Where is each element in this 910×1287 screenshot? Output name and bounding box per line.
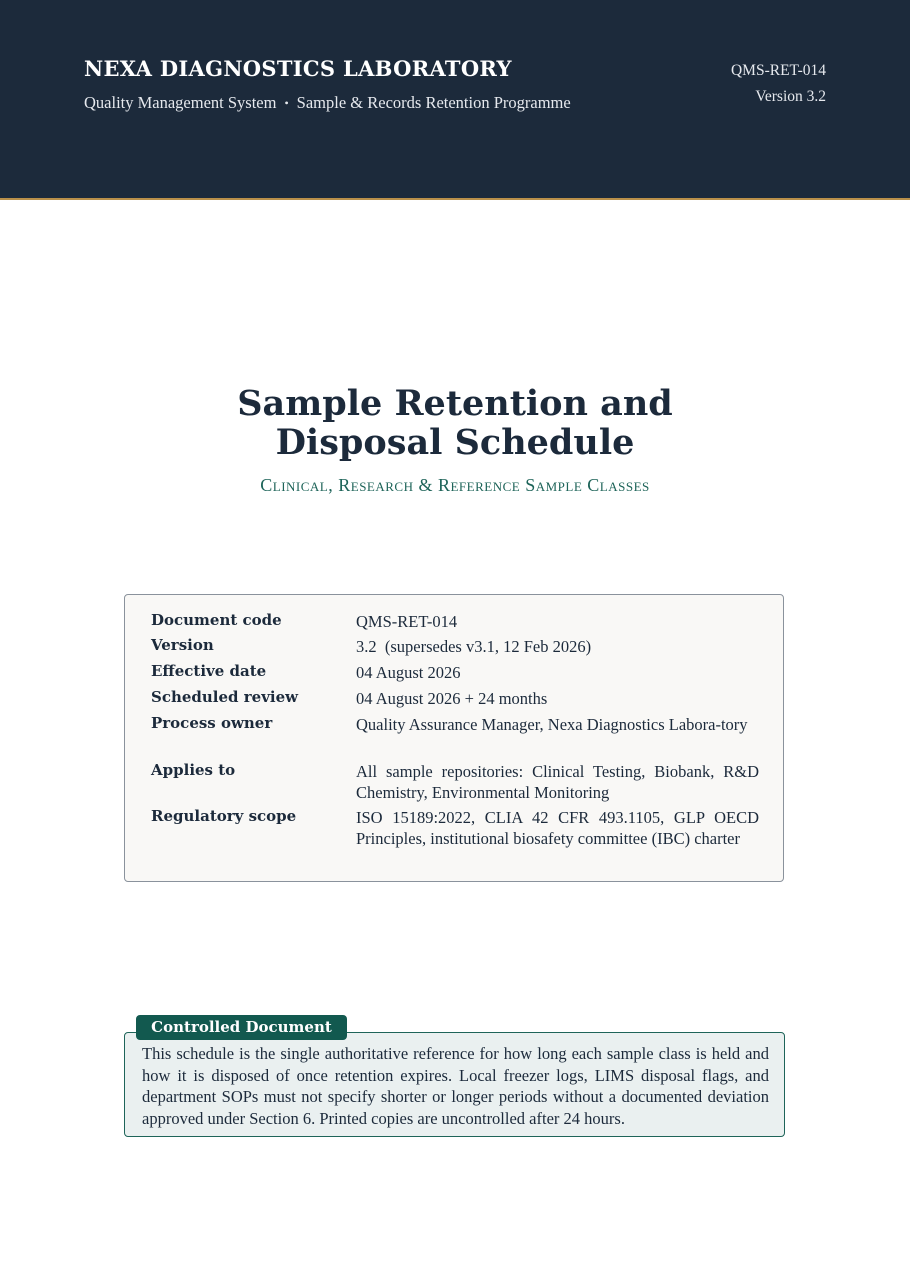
metadata-value: 04 August 2026 + 24 months (356, 689, 548, 708)
header-subtitle (84, 93, 571, 113)
metadata-label: Applies to (151, 761, 236, 779)
metadata-label: Effective date (151, 662, 267, 680)
page-title (0, 384, 910, 462)
metadata-label: Scheduled review (151, 688, 299, 706)
header-version: Version 3.2 (755, 88, 826, 105)
header-subtitle-left: Quality Management System (84, 93, 277, 112)
controlled-document-text: This schedule is the single authoritative reference for how long each sample class is held and how it is disposed of once retention expires. Local freezer logs, LIMS disposal flags, and department SOPs must not specify shorter or longer periods without a documented deviation approved under Section 6. Printed copies are uncontrolled after 24 hours. (142, 1044, 769, 1128)
metadata-value: Quality Assurance Manager, Nexa Diagnostics Labora-tory (356, 715, 748, 734)
metadata-value: ISO 15189:2022, CLIA 42 CFR 493.1105, GLP OECD Principles, institutional biosafety committee (IBC) charter (356, 808, 759, 848)
header-doc-code: QMS-RET-014 (730, 62, 826, 79)
header-banner (0, 0, 910, 200)
metadata-label: Document code (151, 611, 282, 629)
controlled-document-notice (124, 1032, 785, 1137)
metadata-label: Process owner (151, 714, 273, 732)
page-title-line-1: Sample Retention and (237, 383, 673, 424)
controlled-document-tab: Controlled Document (136, 1015, 347, 1040)
document-metadata-box (124, 594, 784, 882)
metadata-value: 3.2 (supersedes v3.1, 12 Feb 2026) (356, 637, 592, 656)
metadata-value: All sample repositories: Clinical Testing, Biobank, R&D Chemistry, Environmental Monitoring (356, 762, 759, 802)
metadata-value: 04 August 2026 (356, 663, 461, 682)
metadata-value: QMS-RET-014 (356, 612, 458, 631)
page-subtitle: Clinical, Research & Reference Sample Classes (260, 475, 650, 495)
metadata-label: Regulatory scope (151, 807, 297, 825)
page-title-line-2: Disposal Schedule (275, 422, 635, 463)
metadata-label: Version (151, 636, 214, 654)
bullet-separator: • (284, 96, 289, 110)
header-subtitle-right: Sample & Records Retention Programme (296, 93, 571, 112)
org-name: NEXA DIAGNOSTICS LABORATORY (84, 56, 512, 81)
header-doc-info (731, 58, 826, 110)
